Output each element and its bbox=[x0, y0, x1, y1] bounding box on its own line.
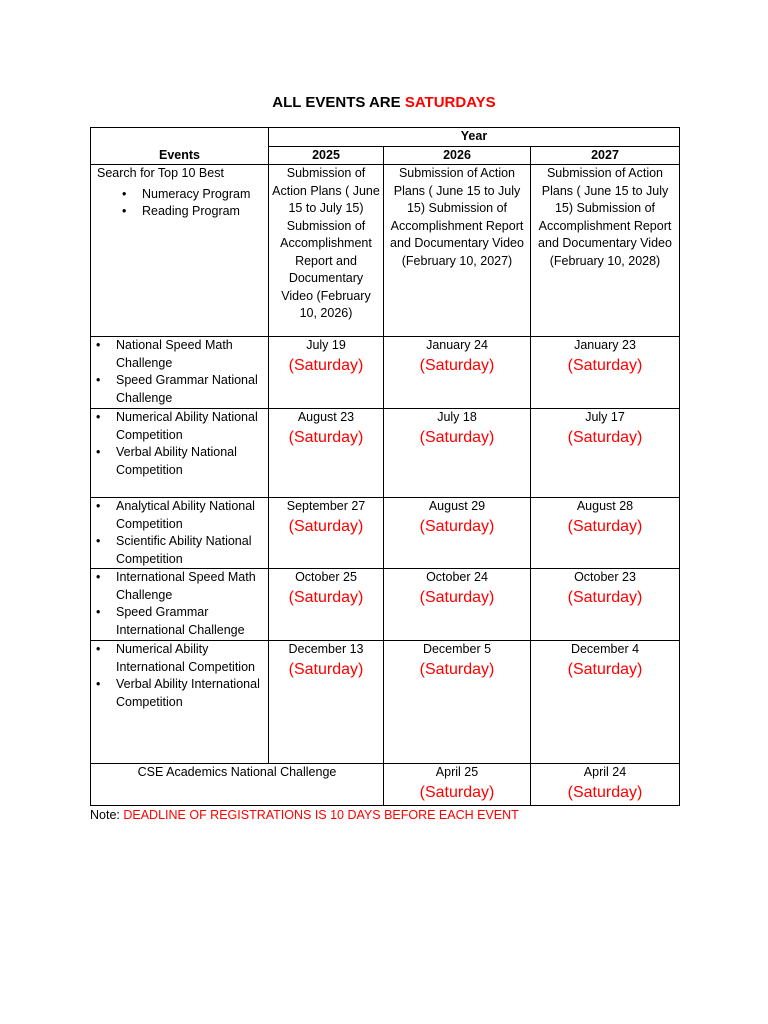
saturday-label: (Saturday) bbox=[419, 356, 495, 374]
date-cell bbox=[269, 569, 384, 641]
list-item: • Verbal Ability International Competition bbox=[116, 676, 265, 711]
list-item: • Reading Program bbox=[142, 203, 265, 221]
event-date: July 19 bbox=[306, 338, 346, 352]
event-date: December 13 bbox=[288, 642, 364, 656]
date-cell bbox=[269, 498, 384, 569]
event-date: August 29 bbox=[428, 499, 486, 513]
saturday-label: (Saturday) bbox=[567, 660, 643, 678]
list-item: • International Speed Math Challenge bbox=[116, 569, 265, 604]
saturday-label: (Saturday) bbox=[288, 660, 364, 678]
event-date: October 23 bbox=[574, 570, 636, 584]
saturday-label: (Saturday) bbox=[567, 428, 643, 446]
date-cell bbox=[531, 498, 680, 569]
events-schedule-table bbox=[90, 127, 680, 806]
date-cell bbox=[384, 569, 531, 641]
event-cell bbox=[91, 165, 269, 337]
list-item: • Speed Grammar International Challenge bbox=[116, 604, 265, 639]
saturday-label: (Saturday) bbox=[419, 428, 495, 446]
event-date: January 24 bbox=[426, 338, 488, 352]
list-item: • Numerical Ability National Competition bbox=[116, 409, 265, 444]
event-cell bbox=[91, 569, 269, 641]
event-cell bbox=[91, 498, 269, 569]
date-cell bbox=[531, 569, 680, 641]
table-row bbox=[91, 409, 680, 498]
event-date: September 27 bbox=[286, 499, 366, 513]
saturday-label: (Saturday) bbox=[567, 517, 643, 535]
list-item: • Numeracy Program bbox=[142, 186, 265, 204]
event-date: October 25 bbox=[295, 570, 357, 584]
event-date: July 18 bbox=[437, 410, 477, 424]
title-highlight: SATURDAYS bbox=[404, 94, 496, 111]
saturday-label: (Saturday) bbox=[419, 588, 495, 606]
saturday-label: (Saturday) bbox=[288, 428, 364, 446]
note-label: Note: bbox=[90, 808, 124, 822]
submission-cell-2027: Submission of Action Plans ( June 15 to July 15) Submission of Accomplishment Report and Documentary Video (February 10, 2028) bbox=[531, 165, 680, 337]
table-row bbox=[91, 165, 680, 337]
saturday-label: (Saturday) bbox=[288, 588, 364, 606]
event-list bbox=[94, 569, 265, 639]
registration-note bbox=[90, 808, 519, 822]
note-text: DEADLINE OF REGISTRATIONS IS 10 DAYS BEFORE EACH EVENT bbox=[123, 808, 519, 822]
event-cell bbox=[91, 641, 269, 764]
event-date: August 28 bbox=[576, 499, 634, 513]
saturday-label: (Saturday) bbox=[567, 356, 643, 374]
saturday-label: (Saturday) bbox=[567, 588, 643, 606]
event-date: January 23 bbox=[574, 338, 636, 352]
event-date: December 4 bbox=[570, 642, 640, 656]
year-2025-header: 2025 bbox=[269, 146, 384, 165]
list-item: • National Speed Math Challenge bbox=[116, 337, 265, 372]
event-list bbox=[94, 498, 265, 568]
event-date: July 17 bbox=[585, 410, 625, 424]
table-row bbox=[91, 498, 680, 569]
event-date: October 24 bbox=[426, 570, 488, 584]
list-item: • Numerical Ability International Competition bbox=[116, 641, 265, 676]
list-item: • Verbal Ability National Competition bbox=[116, 444, 265, 479]
saturday-label: (Saturday) bbox=[419, 660, 495, 678]
events-column-header: Events bbox=[91, 128, 269, 165]
submission-cell-2025: Submission of Action Plans ( June 15 to July 15) Submission of Accomplishment Report and Documentary Video (February 10, 2026) bbox=[269, 165, 384, 337]
date-cell bbox=[531, 641, 680, 764]
event-list bbox=[94, 641, 265, 711]
date-cell bbox=[384, 641, 531, 764]
event-date: April 25 bbox=[435, 765, 479, 779]
saturday-label: (Saturday) bbox=[419, 783, 495, 801]
date-cell bbox=[269, 337, 384, 409]
table-row bbox=[91, 569, 680, 641]
event-cell bbox=[91, 409, 269, 498]
event-date: August 23 bbox=[297, 410, 355, 424]
event-list bbox=[94, 337, 265, 407]
date-cell bbox=[384, 337, 531, 409]
date-cell bbox=[269, 409, 384, 498]
event-heading: Search for Top 10 Best bbox=[97, 166, 224, 180]
year-2027-header: 2027 bbox=[531, 146, 680, 165]
event-sublist bbox=[97, 186, 265, 221]
saturday-label: (Saturday) bbox=[567, 783, 643, 801]
date-cell bbox=[531, 337, 680, 409]
list-item: • Scientific Ability National Competition bbox=[116, 533, 265, 568]
date-cell bbox=[531, 409, 680, 498]
list-item: • Analytical Ability National Competition bbox=[116, 498, 265, 533]
event-date: December 5 bbox=[422, 642, 492, 656]
event-cell bbox=[91, 337, 269, 409]
table-row bbox=[91, 641, 680, 764]
year-column-header: Year bbox=[269, 128, 680, 147]
event-date: April 24 bbox=[583, 765, 627, 779]
saturday-label: (Saturday) bbox=[288, 356, 364, 374]
saturday-label: (Saturday) bbox=[419, 517, 495, 535]
date-cell bbox=[384, 764, 531, 806]
table-row bbox=[91, 337, 680, 409]
date-cell bbox=[269, 641, 384, 764]
submission-cell-2026: Submission of Action Plans ( June 15 to July 15) Submission of Accomplishment Report and Documentary Video (February 10, 2027) bbox=[384, 165, 531, 337]
date-cell bbox=[384, 409, 531, 498]
saturday-label: (Saturday) bbox=[288, 517, 364, 535]
date-cell bbox=[384, 498, 531, 569]
header-row-year bbox=[91, 128, 680, 147]
year-2026-header: 2026 bbox=[384, 146, 531, 165]
table-row bbox=[91, 764, 680, 806]
event-cell: CSE Academics National Challenge bbox=[91, 764, 384, 806]
event-list bbox=[94, 409, 265, 479]
page-title bbox=[0, 94, 768, 111]
date-cell bbox=[531, 764, 680, 806]
list-item: • Speed Grammar National Challenge bbox=[116, 372, 265, 407]
title-prefix: ALL EVENTS ARE bbox=[272, 94, 405, 111]
